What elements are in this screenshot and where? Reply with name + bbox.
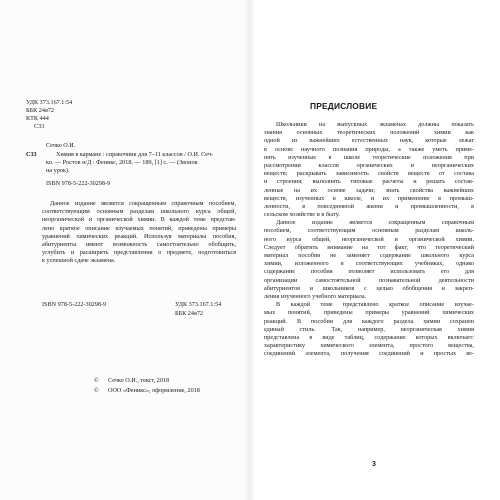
preface-line: одной из важнейших естественных наук, которые лежат	[264, 137, 474, 145]
preface-line: веществ, изученных в школе, и их применение в промыш-	[264, 194, 474, 202]
bottom-isbn: ISBN 978-5-222-30298-9	[42, 301, 107, 308]
abstract-line: уравнений химических реакций. Используя материалы пособия,	[42, 232, 236, 240]
preface-line: единый стиль. Так, например, неорганическая химия	[264, 325, 474, 333]
copyright-publisher	[94, 387, 200, 394]
preface-line: рассмотрении классов органических и неорганических	[264, 161, 474, 169]
record-description	[46, 151, 226, 176]
abstract	[42, 200, 236, 266]
preface-line: абитуриентов и школьников с целью обобщения и закреп-	[264, 284, 474, 292]
record-line: на урок).	[46, 167, 70, 175]
abstract-line: соответствующим основным разделам школьного курса общей,	[42, 208, 236, 216]
abstract-line: к успешной сдаче экзамена.	[42, 257, 116, 265]
preface-line: знания основных теоретических положений химии как	[264, 129, 474, 137]
preface-line: ленности, в повседневной жизни и промышленности, в	[264, 202, 474, 210]
bbk-code: ББК 24я72	[26, 107, 55, 114]
page-number: 3	[372, 461, 376, 468]
preface-line: Данное издание является сокращенным справочным	[276, 219, 474, 227]
preface-line: ленные на их основе задачи; знать свойства важнейших	[264, 186, 474, 194]
preface-line: характеристику химического элемента, простого вещества,	[264, 342, 474, 350]
preface-line: и строения; выполнять типовые расчеты и решать состав-	[264, 178, 474, 186]
copyright-author	[94, 377, 169, 384]
abstract-line: углубить и расширить представления о предмете, подготовиться	[42, 249, 236, 257]
abstract-line: абитуриенты имеют возможность самостоятельно обобщить,	[42, 240, 236, 248]
udk-code: УДК 373.167.1:54	[26, 99, 73, 106]
preface-line: содержание пособия позволяет использовать его для	[264, 268, 474, 276]
bottom-udk: УДК 373.167.1:54	[175, 301, 222, 308]
copyright-symbol: ©	[94, 387, 99, 394]
preface-line: ления изученного учебного материала.	[264, 292, 367, 300]
preface-line: представлена в виде таблиц, содержание которых включает:	[264, 333, 474, 341]
cutter-code: С33	[34, 123, 45, 130]
abstract-line: лено краткое описание изучаемых понятий, приведены примеры	[42, 224, 236, 232]
preface-line: пособием, соответствующим основным разделам школь-	[264, 227, 474, 235]
preface-line: химии, изложенного в соответствующих учебниках, однако	[264, 260, 474, 268]
preface-line: мых понятий, приведены примеры уравнений химических	[264, 309, 474, 317]
preface-paragraph	[264, 121, 474, 219]
preface-line: материал пособия не заменяет содержание школьного курса	[264, 252, 474, 259]
abstract-line: неорганической и органической химии. В каждой теме представ-	[42, 216, 236, 224]
preface-line: В каждой теме представлено краткое описание изучае-	[276, 301, 474, 309]
preface-line: в основе научного познания природы, а также уметь приме-	[264, 145, 474, 153]
preface-line: реакций. В пособии для каждого раздела химии сохранен	[264, 317, 474, 325]
preface-line: Следует обратить внимание на тот факт, что теоретический	[264, 243, 474, 251]
preface-line: сельском хозяйстве и в быту.	[264, 211, 340, 219]
copyright-symbol: ©	[94, 377, 99, 384]
preface-line: веществ; раскрывать зависимость свойств веществ от состава	[264, 170, 474, 178]
preface-text	[264, 121, 474, 358]
preface-heading: ПРЕДИСЛОВИЕ	[310, 101, 378, 111]
preface-line: организации самостоятельной познавательной деятельности	[264, 276, 474, 284]
record-line: Химия в кармане : справочник для 7–11 классов / О.И. Сеч-	[56, 151, 214, 158]
preface-line: соединений элемента, получения соединений и простых ве-	[264, 350, 474, 358]
record-line: ко. — Ростов н/Д : Феникс, 2018. — 189, [1] с. — (Звонок	[46, 159, 198, 167]
copyright-text: Сечко О.И., текст, 2018	[108, 377, 170, 384]
abstract-line: Данное издание является сокращенным справочным пособием,	[50, 200, 236, 207]
preface-line: нять изученные в школе теоретические положения при	[264, 153, 474, 161]
preface-line: ного курса общей, неорганической и органической химии.	[264, 235, 474, 243]
record-isbn: ISBN 978-5-222-30298-9	[46, 180, 111, 187]
preface-line: Школьники на выпускных экзаменах должны показать	[276, 121, 474, 128]
ktk-code: КТК 444	[26, 115, 49, 122]
author-name: Сечко О.И.	[46, 142, 76, 149]
record-cutter: С33	[26, 151, 37, 158]
preface-paragraph	[264, 301, 474, 358]
copyright-text: ООО «Феникс», оформление, 2018	[108, 387, 200, 394]
book-gutter	[244, 0, 256, 500]
preface-paragraph	[264, 219, 474, 301]
bottom-bbk: ББК 24я72	[175, 310, 204, 317]
